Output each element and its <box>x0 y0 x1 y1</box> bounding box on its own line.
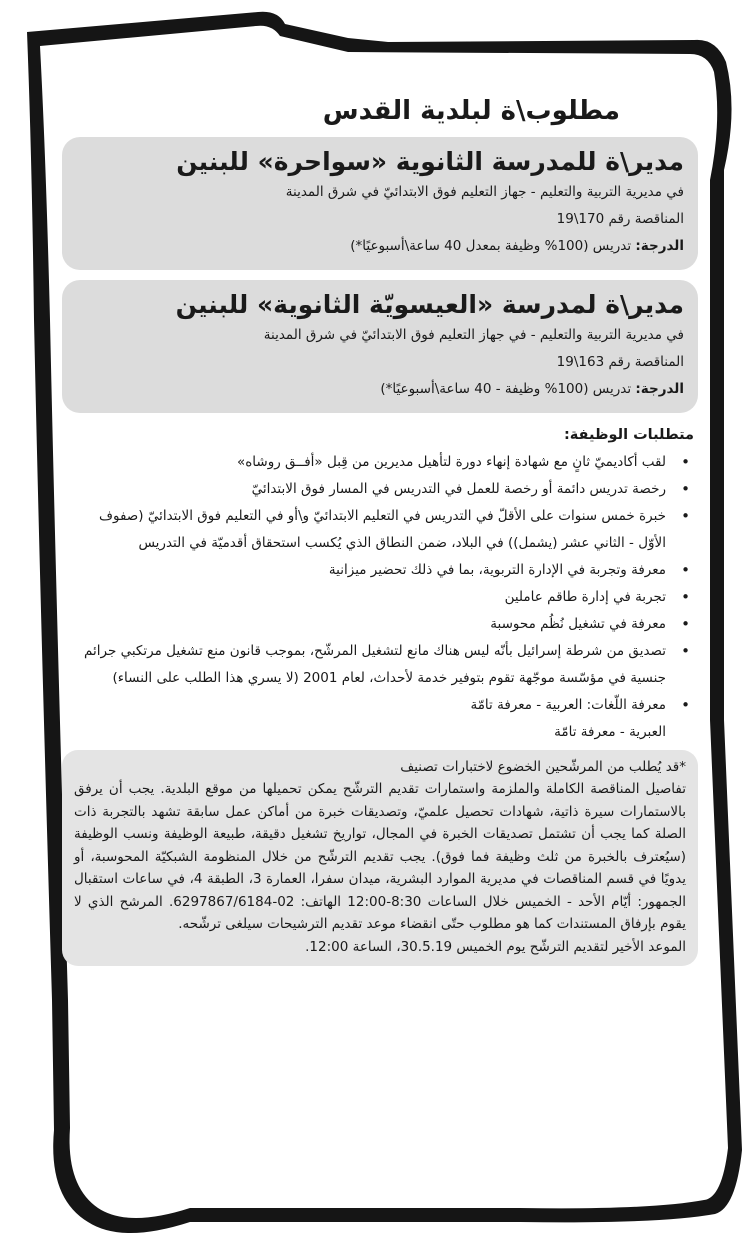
job-tender: المناقصة رقم 170\19 <box>556 210 684 227</box>
job-grade <box>76 233 684 260</box>
requirement-text: لقب أكاديميّ ثانٍ مع شهادة إنهاء دورة لتأهيل مديرين من قِبل «أفــق روشاه» <box>236 453 666 470</box>
requirement-item <box>70 503 698 557</box>
requirement-item <box>70 638 698 692</box>
job-grade-value: تدريس (100% وظيفة بمعدل 40 ساعة\أسبوعيًا*) <box>350 237 632 254</box>
job-title: مدير\ة لمدرسة «العيسويّة الثانوية» للبنين <box>175 289 684 319</box>
requirement-item <box>70 476 698 503</box>
bullet-icon: • <box>681 587 690 606</box>
requirement-item <box>70 449 698 476</box>
job-department: في مديرية التربية والتعليم - جهاز التعليم فوق الابتدائيّ في شرق المدينة <box>285 183 684 200</box>
requirement-text: تجربة في إدارة طاقم عاملين <box>504 588 666 605</box>
job-grade-value: تدريس (100% وظيفة - 40 ساعة\أسبوعيًا*) <box>380 380 632 397</box>
requirement-text: معرفة في تشغيل نُظُم محوسبة <box>490 615 666 632</box>
job-tender: المناقصة رقم 163\19 <box>556 353 684 370</box>
requirements-title: متطلبات الوظيفة: <box>563 426 694 443</box>
advertisement-content <box>62 96 698 966</box>
requirement-text: معرفة اللّغات: العربية - معرفة تامّة العبرية - معرفة تامّة <box>470 696 666 740</box>
job-grade <box>76 376 684 403</box>
bullet-icon: • <box>681 479 690 498</box>
requirement-text: معرفة وتجربة في الإدارة التربوية، بما في ذلك تحضير ميزانية <box>328 561 666 578</box>
bullet-icon: • <box>681 695 690 714</box>
application-notes <box>62 750 698 967</box>
requirement-item <box>70 584 698 611</box>
bullet-icon: • <box>681 560 690 579</box>
requirements-list <box>62 449 698 746</box>
bullet-icon: • <box>681 641 690 660</box>
requirement-item <box>70 611 698 638</box>
requirement-text: رخصة تدريس دائمة أو رخصة للعمل في التدريس في المسار فوق الابتدائيّ <box>251 480 666 497</box>
bullet-icon: • <box>681 506 690 525</box>
bullet-icon: • <box>681 614 690 633</box>
notes-text: *قد يُطلب من المرشّحين الخضوع لاختبارات تصنيف تفاصيل المناقصة الكاملة والملزمة واستمارات تقديم الترشّح يمكن تحميلها من موقع البلدية. يجب أن يرفق بالاستمارات سيرة ذاتية، شهادات تحصيل علميّ، وتصديقات خبرة من أماكن عمل سابقة تشهد بالتجربة ذات الصلة كما يجب أن تشتمل تصديقات الخبرة في المجال، تواريخ تشغيل دقيقة، طبيعة الوظيفة ونسب الوظيفة (سيُعترف بالخبرة من ثلث وظيفة فما فوق). يجب تقديم الترشّح من خلال المنظومة الشبكيّة المحوسبة، أو يدويًا في قسم المناقصات في مديرية الموارد البشرية، ميدان سفرا، العمارة 3، الطبقة 4، في ساعات استقبال الجمهور: أيّام الأحد - الخميس خلال الساعات 8:30-12:00 الهاتف: 02-6297867/6184. المرشح الذي لا يقوم بإرفاق المستندات كما هو مطلوب حتّى انقضاء موعد تقديم الترشيحات سيلغى ترشّحه. الموعد الأخير لتقديم الترشّح يوم الخميس 30.5.19، الساعة 12:00. <box>74 758 686 955</box>
requirement-item <box>70 692 698 746</box>
job-grade-label: الدرجة: <box>635 237 684 254</box>
job-grade-label: الدرجة: <box>635 380 684 397</box>
page-title: مطلوب\ة لبلدية القدس <box>322 96 620 126</box>
requirement-text: خبرة خمس سنوات على الأقلّ في التدريس في التعليم الابتدائيّ و\أو في التعليم فوق الابتدائيّ (صفوف الأوّل - الثاني عشر (يشمل)) في البلاد، ضمن النطاق الذي يُكسب استحقاق أقدميّة في التدريس <box>99 507 666 551</box>
requirement-text: تصديق من شرطة إسرائيل بأنّه ليس هناك مانع لتشغيل المرشّح، بموجب قانون منع تشغيل مرتكبي جرائم جنسية في مؤسّسة موجّهة تقوم بتوفير خدمة لأحداث، لعام 2001 (لا يسري هذا الطلب على النساء) <box>84 642 666 686</box>
bullet-icon: • <box>681 452 690 471</box>
requirement-item <box>70 557 698 584</box>
job-box-issawiya <box>62 280 698 413</box>
job-department: في مديرية التربية والتعليم - في جهاز التعليم فوق الابتدائيّ في شرق المدينة <box>263 326 684 343</box>
job-title: مدير\ة للمدرسة الثانوية «سواحرة» للبنين <box>176 147 684 177</box>
job-box-sawahra <box>62 137 698 270</box>
